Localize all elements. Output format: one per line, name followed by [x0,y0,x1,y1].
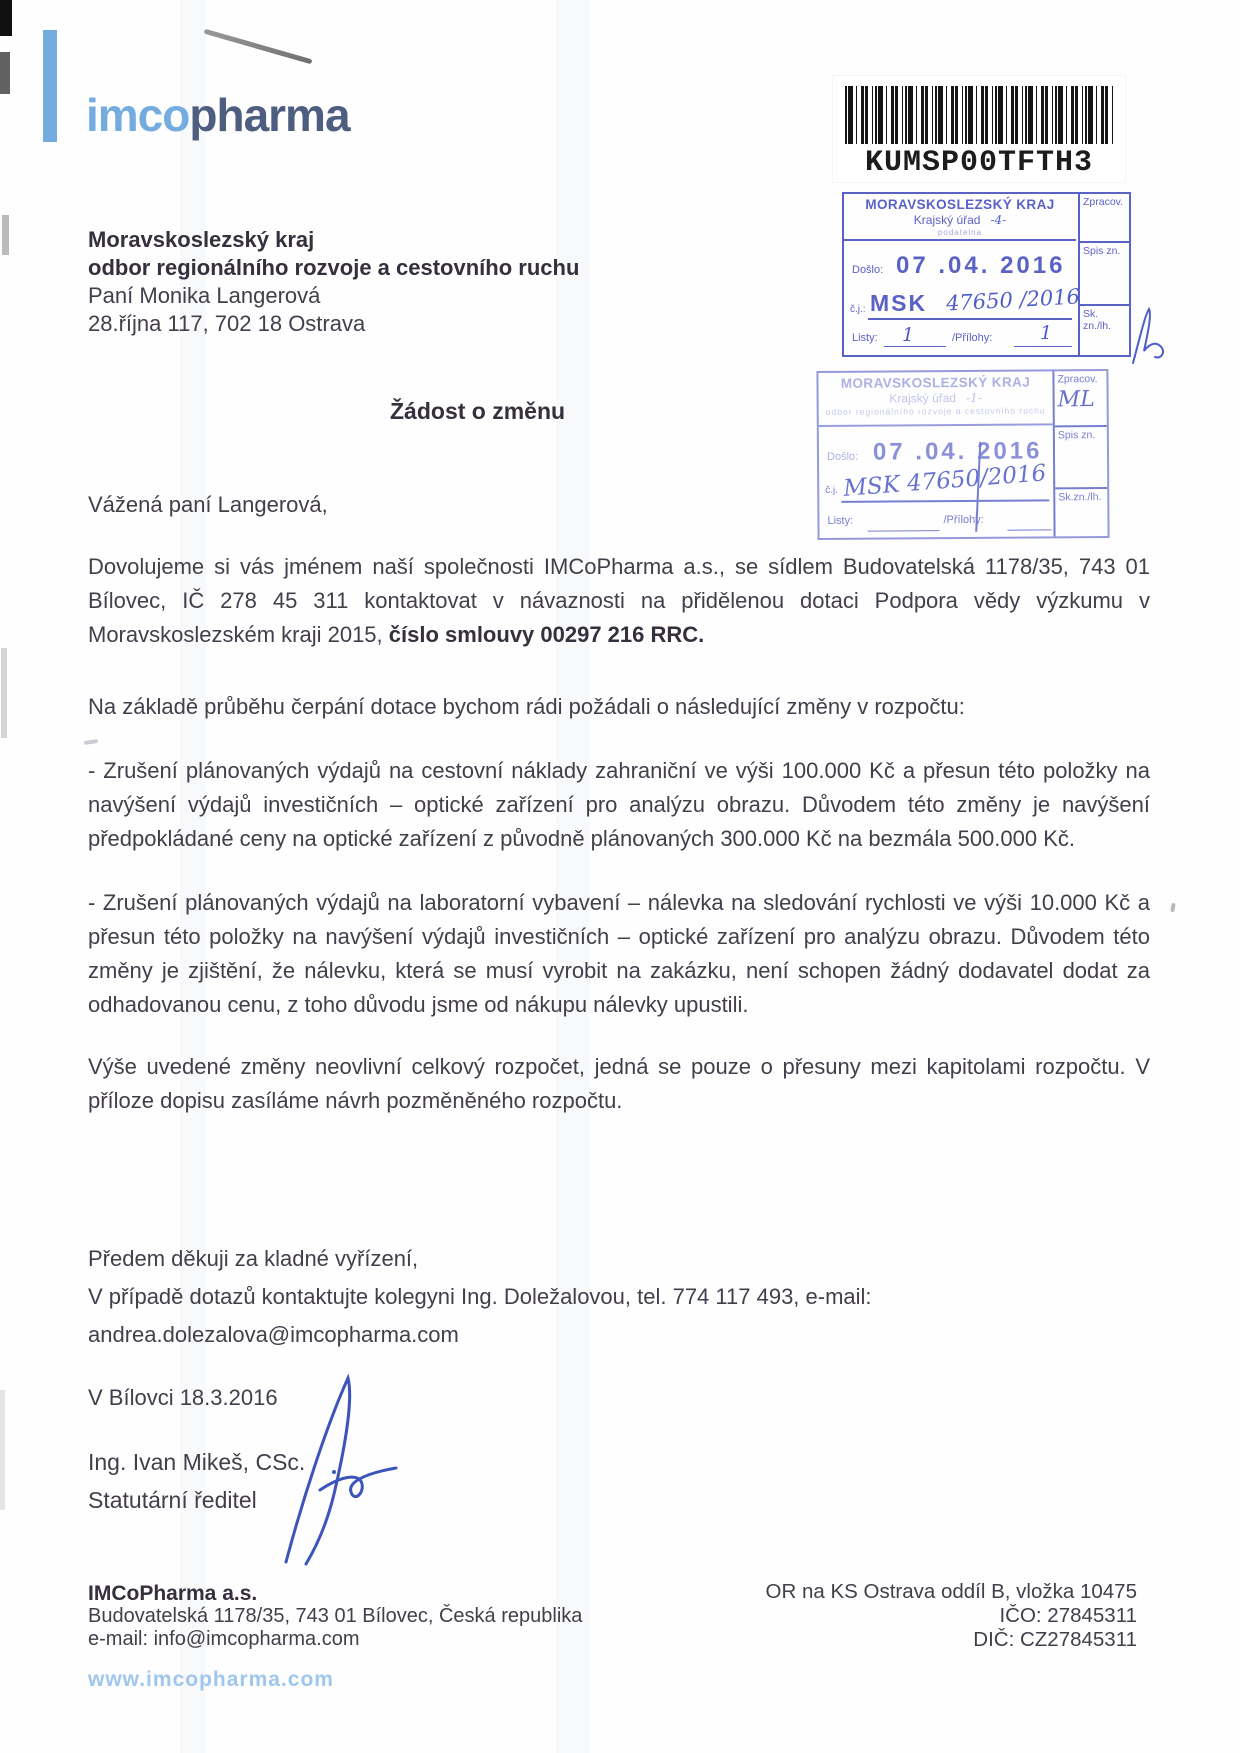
closing-line-1: Předem děkuji za kladné vyřízení, [88,1246,419,1271]
stamp-listy-label: Listy: [852,332,878,344]
stamp-zpracov-cell: Zpracov. ML [1054,371,1106,427]
stamp-prilohy-label: /Přílohy: [952,332,993,344]
salutation: Vážená paní Langerová, [88,492,328,517]
logo-text-dark: pharma [189,89,350,141]
stamp-zpracov-value: ML [1057,387,1095,413]
stamp-cj-label: č.j.: [850,304,866,315]
footer-company-block [88,1582,582,1651]
pen-scratch-artifact [203,29,312,65]
paragraph-1: Dovolujeme si vás jménem naší společnosti IMCoPharma a.s., se sídlem Budovatelská 1178/35, 743 01 Bílovec, IČ 278 45 311 kontaktovat v návaznosti na přidělenou dotaci Podpora vědy výzkumu v Moravskoslezském kraji 2015, číslo smlouvy 00297 216 RRC. [88,554,1150,647]
paragraph-2: Na základě průběhu čerpání dotace bychom rádi požádali o následující změny v rozpočtu: [88,694,965,719]
barcode-code: KUMSP00TFTH3 [864,146,1094,180]
contract-number: číslo smlouvy 00297 216 RRC. [388,622,705,647]
stamp-prilohy-value: 1 [1040,322,1053,344]
stamp-date: 07 .04. 2016 [872,437,1043,466]
stamp-listy-underline [868,530,940,532]
scan-edge-artifact [0,52,10,94]
stamp-unit: podatelna [937,228,983,237]
stamp-header [844,194,1076,241]
stamp-cj-underline [841,499,1049,502]
stamp-cj-handwritten: 47650 /2016 [945,284,1081,316]
stamp-number-note: -1- [966,390,982,405]
stamp-listy-label: Listy: [827,514,854,527]
smudge-artifact [1170,903,1176,913]
stamp-number-note: -4- [990,213,1007,227]
paragraph-3: - Zrušení plánovaných výdajů na cestovní náklady zahraniční ve výši 100.000 Kč a přesun této položky na navýšení výdajů investičních – optické zařízení pro analýzu obrazu. Důvodem této změny je navýšení předpokládané ceny na optické zařízení z původně plánovaných 300.000 Kč na bezmála 500.000 Kč. [88,758,1150,851]
stamp-right-column [1078,194,1129,355]
footer-dic: DIČ: CZ27845311 [973,1628,1137,1651]
stamp-cj-underline [868,318,1072,320]
stamp-office: Krajský úřad -1- [889,390,982,406]
recipient-org: Moravskoslezský kraj [88,227,315,252]
stamp-prilohy-underline [1014,346,1072,347]
footer-email: e-mail: info@imcopharma.com [88,1628,360,1650]
footer-ico: IČO: 27845311 [999,1604,1137,1627]
stamp-spis-cell: Spis zn. [1080,243,1129,306]
letter-body [88,550,1150,1118]
stamp-listy-underline [884,346,946,347]
stamp-doslo-label: Došlo: [826,450,859,463]
barcode-label [833,76,1125,182]
signer-block [88,1443,305,1519]
closing-block [88,1240,872,1354]
stamp-header [818,371,1052,427]
footer-registry-block [766,1580,1137,1652]
recipient-dept: odbor regionálního rozvoje a cestovního ruchu [88,255,580,280]
logo-text-light: imco [86,89,190,141]
registry-stamp-2 [816,369,1109,540]
stamp-date: 07 .04. 2016 [896,252,1066,279]
stamp-right-column [1052,371,1107,536]
scan-edge-artifact [0,0,12,36]
company-logo [86,89,350,141]
stamp-office: Krajský úřad -4- [913,213,1007,227]
stamp-spis-cell: Spis zn. [1055,427,1107,489]
logo-bar [43,30,57,142]
signer-title: Statutární ředitel [88,1487,257,1513]
stamp-org: MORAVSKOSLEZSKÝ KRAJ [865,197,1055,212]
footer-website: www.imcopharma.com [88,1668,334,1691]
stamp-cj-handwritten: MSK 47650/2016 [842,460,1048,502]
stamp-sk-cell: Sk.zn./lh. [1058,491,1102,504]
scan-edge-artifact [1,648,7,738]
stamp-cj-label: č.j. [825,484,839,496]
footer-registry: OR na KS Ostrava oddíl B, vložka 10475 [765,1580,1137,1603]
closing-email: andrea.dolezalova@imcopharma.com [88,1322,459,1347]
paragraph-4: - Zrušení plánovaných výdajů na laboratorní vybavení – nálevka na sledování rychlosti ve výši 10.000 Kč a přesun této položky na navýšení výdajů investičních – optické zařízení pro analýzu obrazu. Důvodem této změny je zjištění, že nálevku, která se musí vyrobit na zakázku, není schopen žádný dodavatel dodat za odhadovanou cenu, z toho důvodu jsme od nákupu nálevky upustili. [88,890,1150,1017]
closing-line-2: V případě dotazů kontaktujte kolegyni Ing. Doležalovou, tel. 774 117 493, e-mail: [88,1284,872,1309]
stamp-sk-cell: Sk. zn./lh. [1083,308,1112,332]
signer-name: Ing. Ivan Mikeš, CSc. [88,1449,306,1475]
handwritten-mark [1125,303,1170,368]
recipient-address: 28.října 117, 702 18 Ostrava [88,311,366,336]
stamp-cj-prefix: MSK [870,290,928,316]
footer-company: IMCoPharma a.s. [88,1582,258,1605]
stamp-unit: odbor regionálního rozvoje a cestovního ruchu [825,405,1046,417]
paragraph-5: Výše uvedené změny neovlivní celkový rozpočet, jedná se pouze o přesuny mezi kapitolami rozpočtu. V příloze dopisu zasíláme návrh pozměněného rozpočtu. [88,1054,1150,1113]
stamp-zpracov-cell: Zpracov. [1080,194,1129,243]
scan-edge-artifact [0,1390,5,1510]
recipient-person: Paní Monika Langerová [88,283,321,308]
place-date: V Bílovci 18.3.2016 [88,1385,278,1410]
registry-stamp-1 [842,192,1131,357]
stamp-listy-value: 1 [902,324,915,346]
stamp-doslo-label: Došlo: [852,264,884,276]
stamp-prilohy-label: /Přílohy: [943,513,984,527]
barcode-icon [845,86,1113,144]
recipient-block [88,226,579,338]
stamp-org: MORAVSKOSLEZSKÝ KRAJ [840,374,1031,391]
footer-address: Budovatelská 1178/35, 743 01 Bílovec, Česká republika [88,1605,583,1627]
stamp-prilohy-underline [1008,529,1052,530]
scan-edge-artifact [2,215,9,255]
letter-subject: Žádost o změnu [390,398,566,424]
